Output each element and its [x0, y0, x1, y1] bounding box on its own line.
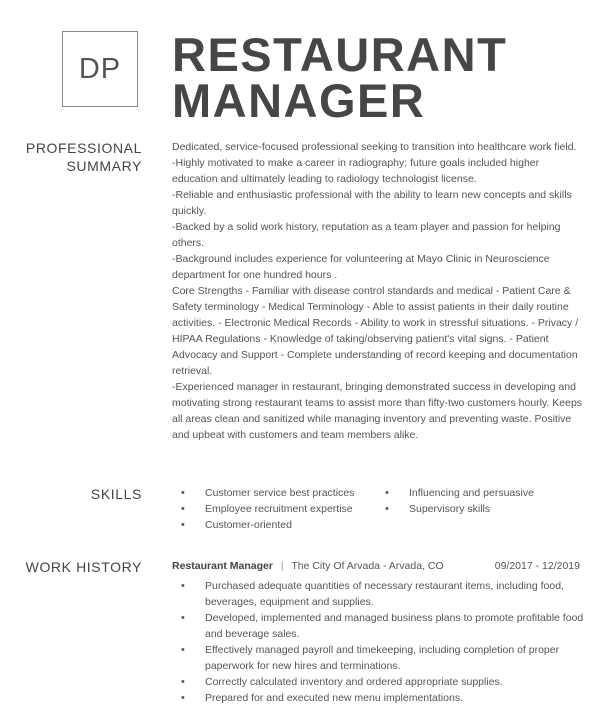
- job-duty: • Effectively managed payroll and timekeeping, including completion of proper paperwork for new hires and terminations.: [172, 642, 584, 674]
- job-duty: • Prepared for and executed new menu implementations.: [172, 690, 584, 706]
- title-line-1: RESTAURANT: [172, 28, 508, 81]
- professional-summary-body: [172, 139, 584, 443]
- summary-paragraph: -Reliable and enthusiastic professional with the ability to learn new concepts and skills quickly.: [172, 189, 572, 217]
- job-duties-list: [172, 578, 584, 706]
- skill-item: • Employee recruitment expertise: [172, 501, 376, 517]
- job-duty: • Purchased adequate quantities of necessary restaurant items, including food, beverages, equipment and supplies.: [172, 578, 584, 610]
- job-dates: 09/2017 - 12/2019: [494, 560, 580, 572]
- summary-label-line-2: SUMMARY: [66, 158, 142, 174]
- summary-paragraph: -Highly motivated to make a career in radiography; future goals included higher education and ultimately leading to radiology technologist license.: [172, 157, 540, 185]
- skill-item: • Customer-oriented: [172, 517, 376, 533]
- job-duty: • Correctly calculated inventory and ordered appropriate supplies.: [172, 674, 584, 690]
- summary-paragraph: Core Strengths - Familiar with disease control standards and medical - Patient Care & Safety terminology - Medical Terminology - Able to assist patients in their daily routine activities. - Electronic Medical Records - Ability to work in stressful situations. - Privacy / HIPAA Regulations - Knowledge of taking/observing patient's vital signs. - Patient Advocacy and Support - Complete understanding of record keeping and documentation retrieval.: [172, 285, 579, 377]
- skills-label: SKILLS: [90, 486, 142, 502]
- skill-item: • Customer service best practices: [172, 485, 376, 501]
- summary-paragraph: Dedicated, service-focused professional seeking to transition into healthcare work field.: [172, 141, 577, 153]
- summary-paragraph: -Backed by a solid work history, reputation as a team player and passion for helping others.: [172, 221, 561, 249]
- summary-paragraph: -Background includes experience for volunteering at Mayo Clinic in Neuroscience department for one hundred hours .: [172, 253, 550, 281]
- job-header: [172, 558, 584, 574]
- professional-summary-heading: [26, 139, 142, 175]
- job-separator: |: [280, 560, 284, 572]
- work-history-heading: [26, 558, 142, 576]
- summary-label-line-1: PROFESSIONAL: [25, 140, 142, 156]
- initials-monogram: [62, 31, 138, 107]
- job-company: The City Of Arvada - Arvada, CO: [291, 560, 444, 572]
- skill-item: • Supervisory skills: [376, 501, 586, 517]
- work-history-label: WORK HISTORY: [25, 559, 142, 575]
- skills-heading: [91, 485, 142, 503]
- summary-paragraph: -Experienced manager in restaurant, bringing demonstrated success in developing and motivating strong restaurant teams to assist more than fifty-two customers hourly. Keeps all areas clean and sanitized while managing inventory and preventing waste. Positive and upbeat with customers and team members alike.: [172, 381, 583, 441]
- resume-title: [172, 28, 508, 127]
- job-title: Restaurant Manager: [172, 560, 273, 572]
- title-line-2: MANAGER: [172, 74, 426, 127]
- skills-list: [172, 485, 592, 533]
- skill-item: • Influencing and persuasive: [376, 485, 586, 501]
- initials-text: DP: [78, 52, 122, 85]
- job-duty: • Developed, implemented and managed business plans to promote profitable food and beverage sales.: [172, 610, 584, 642]
